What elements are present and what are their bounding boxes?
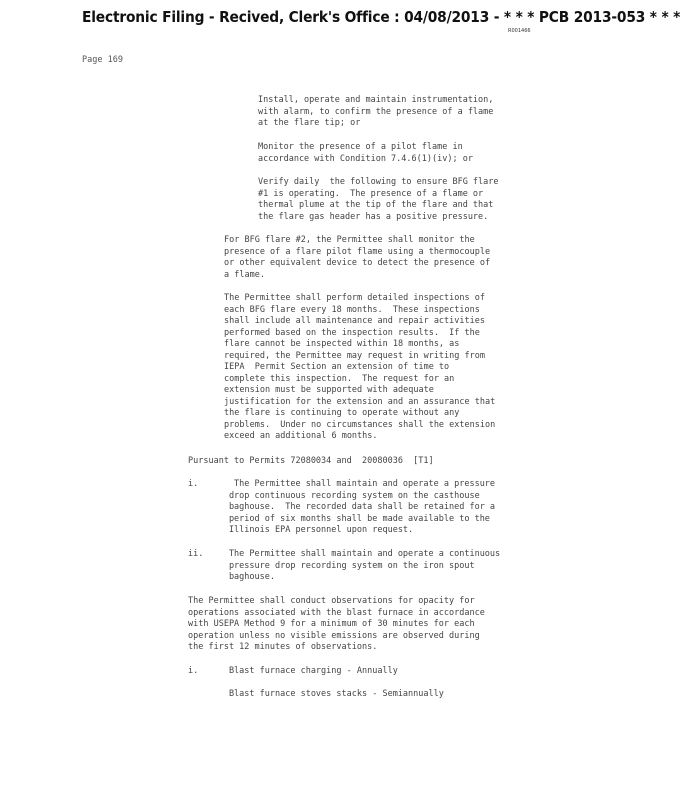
paragraph-install-instrumentation: Install, operate and maintain instrumentation, with alarm, to confirm the presence of a flame at the flare tip; or xyxy=(258,95,494,128)
paragraph-detailed-inspections: The Permittee shall perform detailed inspections of each BFG flare every 18 months. These inspections shall include all maintenance and repair activities performed based on the inspection results. If the flare cannot be inspected within 18 months, as required, the Permittee may request in writing from IEPA Permit Section an extension of time to complete this inspection. The request for an extension must be supported with adequate justification for the extension and an assurance that the flare is continuing to operate without any problems. Under no circumstances shall the extension exceed an additional 6 months. xyxy=(224,293,496,441)
paragraph-monitor-pilot-flame: Monitor the presence of a pilot flame in accordance with Condition 7.4.6(1)(iv); or xyxy=(258,142,473,164)
page-number: Page 169 xyxy=(82,55,123,65)
paragraph-opacity-observations: The Permittee shall conduct observations for opacity for operations associated with the blast furnace in accordance with USEPA Method 9 for a minimum of 30 minutes for each operation unless no visible emissions are observed during the first 12 minutes of observations. xyxy=(188,596,485,652)
filing-header: Electronic Filing - Recived, Clerk's Office : 04/08/2013 - * * * PCB 2013-053 * * * xyxy=(82,8,680,26)
paragraph-pursuant-permits: Pursuant to Permits 72080034 and 20080036 [T1] xyxy=(188,456,434,466)
paragraph-bfg-flare-2: For BFG flare #2, the Permittee shall monitor the presence of a flare pilot flame using a thermocouple or other equivalent device to detect the presence of a flame. xyxy=(224,235,491,280)
document-stamp: R001466 xyxy=(508,28,531,34)
paragraph-stoves-stacks: Blast furnace stoves stacks - Semiannually xyxy=(188,689,444,699)
paragraph-iron-spout-baghouse: ii. The Permittee shall maintain and operate a continuous pressure drop recording system on the iron spout baghouse. xyxy=(188,549,501,582)
paragraph-verify-daily: Verify daily the following to ensure BFG flare #1 is operating. The presence of a flame or thermal plume at the tip of the flare and that the flare gas header has a positive pressure. xyxy=(258,177,499,222)
paragraph-casthouse-baghouse: i. The Permittee shall maintain and operate a pressure drop continuous recording system on the casthouse baghouse. The recorded data shall be retained for a period of six months shall be made available to the Illinois EPA personnel upon request. xyxy=(188,479,496,535)
paragraph-furnace-charging: i. Blast furnace charging - Annually xyxy=(188,666,398,676)
